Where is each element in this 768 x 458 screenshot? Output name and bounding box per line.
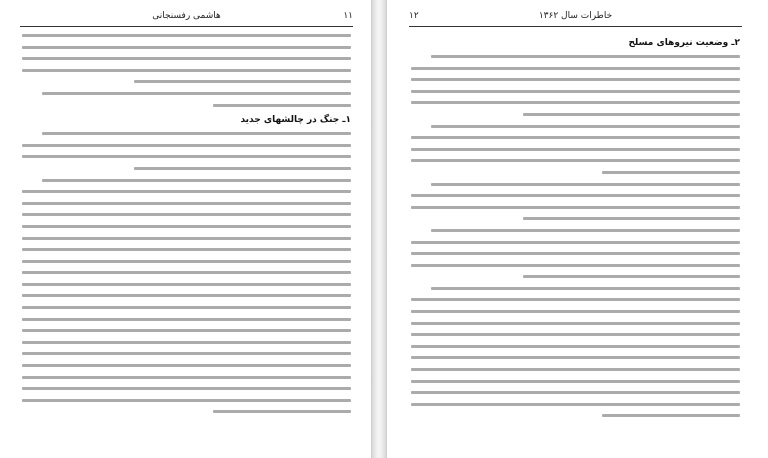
text-line [411, 333, 740, 336]
text-line [411, 206, 740, 209]
text-line [22, 202, 351, 205]
text-line [213, 410, 351, 413]
text-paragraph [411, 183, 740, 221]
text-line [602, 171, 740, 174]
text-line [411, 136, 740, 139]
text-line [411, 194, 740, 197]
text-line [22, 329, 351, 332]
text-line [431, 55, 740, 58]
text-line [22, 294, 351, 297]
text-line [411, 148, 740, 151]
text-line [22, 318, 351, 321]
text-line [411, 322, 740, 325]
text-line [523, 275, 740, 278]
text-line [42, 179, 351, 182]
text-line [411, 241, 740, 244]
right-page-number: ۱۲ [409, 11, 419, 21]
left-running-head: هاشمی رفسنجانی [152, 11, 221, 21]
text-line [411, 252, 740, 255]
text-line [431, 287, 740, 290]
text-paragraph [22, 179, 351, 414]
text-line [523, 113, 740, 116]
text-line [22, 306, 351, 309]
text-paragraph [22, 34, 351, 83]
text-line [22, 46, 351, 49]
text-line [602, 414, 740, 417]
left-page [0, 0, 372, 458]
text-line [411, 264, 740, 267]
text-paragraph [411, 229, 740, 278]
text-paragraph [411, 125, 740, 174]
left-page-body [22, 34, 351, 422]
right-page-body [411, 34, 740, 426]
text-line [523, 217, 740, 220]
left-page-header [20, 8, 353, 27]
left-page-number: ۱۱ [343, 11, 353, 21]
section-heading: ۲ـ وضعیت نیروهای مسلح [628, 38, 740, 48]
text-line [134, 80, 351, 83]
text-line [22, 376, 351, 379]
section-heading: ۱ـ جنگ در چالشهای جدید [240, 115, 351, 126]
text-line [22, 352, 351, 355]
text-line [22, 248, 351, 251]
text-line [411, 78, 740, 81]
text-line [411, 403, 740, 406]
text-line [411, 380, 740, 383]
text-line [22, 144, 351, 147]
text-line [411, 368, 740, 371]
book-gutter [372, 0, 386, 458]
text-line [411, 90, 740, 93]
text-line [22, 213, 351, 216]
text-line [431, 183, 740, 186]
text-line [22, 260, 351, 263]
text-line [22, 237, 351, 240]
right-running-head: خاطرات سال ۱۳۶۲ [538, 11, 613, 21]
text-line [411, 159, 740, 162]
text-line [22, 155, 351, 158]
text-paragraph [411, 55, 740, 116]
text-line [411, 391, 740, 394]
text-line [22, 34, 351, 37]
text-line [22, 190, 351, 193]
text-line [134, 167, 351, 170]
text-line [22, 225, 351, 228]
text-line [431, 229, 740, 232]
text-line [411, 298, 740, 301]
text-line [22, 69, 351, 72]
text-line [411, 310, 740, 313]
text-line [411, 356, 740, 359]
text-line [411, 101, 740, 104]
text-line [411, 67, 740, 70]
text-line [42, 92, 351, 95]
text-line [431, 125, 740, 128]
text-line [22, 387, 351, 390]
text-line [22, 271, 351, 274]
text-paragraph [22, 92, 351, 107]
text-line [213, 104, 351, 107]
text-line [22, 283, 351, 286]
text-line [22, 364, 351, 367]
right-page-header [409, 8, 742, 27]
text-line [22, 57, 351, 60]
text-line [411, 345, 740, 348]
text-line [22, 341, 351, 344]
text-paragraph [22, 132, 351, 170]
right-page [386, 0, 768, 458]
text-line [22, 399, 351, 402]
text-line [42, 132, 351, 135]
text-paragraph [411, 287, 740, 418]
